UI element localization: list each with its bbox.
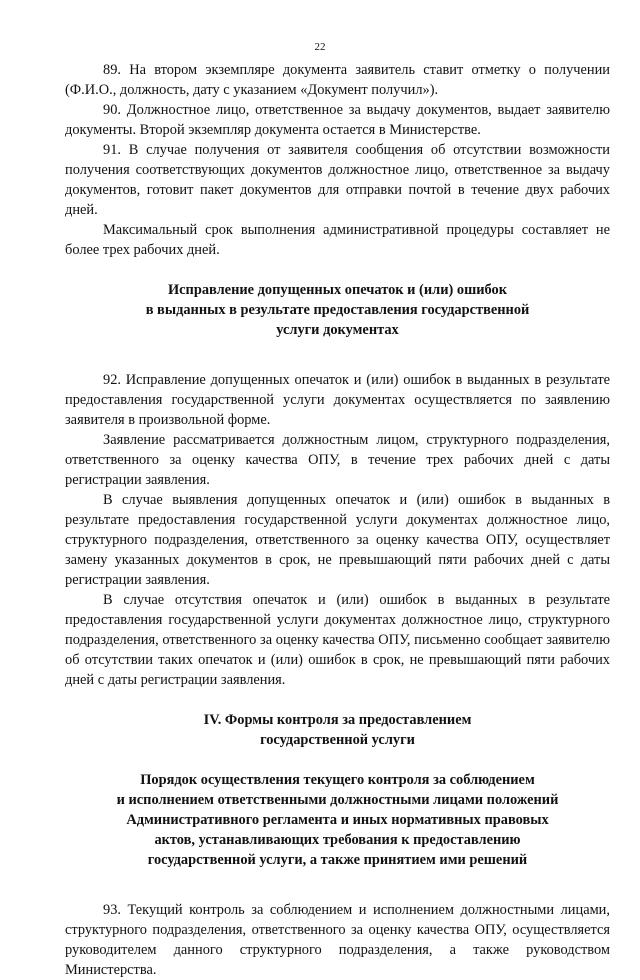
paragraph-89: 89. На втором экземпляре документа заявитель ставит отметку о получении (Ф.И.О., должность, дату с указанием «Документ получил»). [65, 62, 610, 98]
document-body [65, 60, 610, 980]
page-number: 22 [314, 41, 326, 53]
paragraph-92: 92. Исправление допущенных опечаток и (или) ошибок в выданных в результате предоставления государственной услуги документах осуществляется по заявлению заявителя в произвольной форме. [65, 372, 610, 428]
paragraph-93: 93. Текущий контроль за соблюдением и исполнением должностными лицами, структурного подразделения, ответственного за оценку качества ОПУ, осуществляется руководителем данного структурного подразделения, а также руководством Министерства. [65, 902, 610, 978]
paragraph-90: 90. Должностное лицо, ответственное за выдачу документов, выдает заявителю документы. Второй экземпляр документа остается в Министерстве. [65, 102, 610, 138]
heading-corrections: Исправление допущенных опечаток и (или) ошибок в выданных в результате предоставления государственной услуги документах [145, 282, 530, 338]
heading-section-4: IV. Формы контроля за предоставлением государственной услуги [203, 712, 472, 748]
heading-current-control: Порядок осуществления текущего контроля за соблюдением и исполнением ответственными должностными лицами положений Административного регламента и иных нормативных правовых актов, устанавливающих требования к предоставлению государственной услуги, а также принятием ими решений [116, 772, 559, 868]
paragraph-max-term: Максимальный срок выполнения административной процедуры составляет не более трех рабочих дней. [65, 222, 610, 258]
paragraph-review: Заявление рассматривается должностным лицом, структурного подразделения, ответственного за оценку качества ОПУ, в течение трех рабочих дней с даты регистрации заявления. [65, 432, 610, 488]
paragraph-91: 91. В случае получения от заявителя сообщения об отсутствии возможности получения соответствующих документов должностное лицо, ответственное за выдачу документов, готовит пакет документов для отправки почтой в течение двух рабочих дней. [65, 142, 610, 218]
paragraph-errors-found: В случае выявления допущенных опечаток и (или) ошибок в выданных в результате предоставления государственной услуги документах должностное лицо, структурного подразделения, ответственного за оценку качества ОПУ, осуществляет замену указанных документов в срок, не превышающий пяти рабочих дней с даты регистрации заявления. [65, 492, 610, 588]
paragraph-errors-absent: В случае отсутствия опечаток и (или) ошибок в выданных в результате предоставления государственной услуги документах должностное лицо, структурного подразделения, ответственного за оценку качества ОПУ, письменно сообщает заявителю об отсутствии таких опечаток и (или) ошибок в срок, не превышающий пяти рабочих дней с даты регистрации заявления. [65, 592, 610, 688]
